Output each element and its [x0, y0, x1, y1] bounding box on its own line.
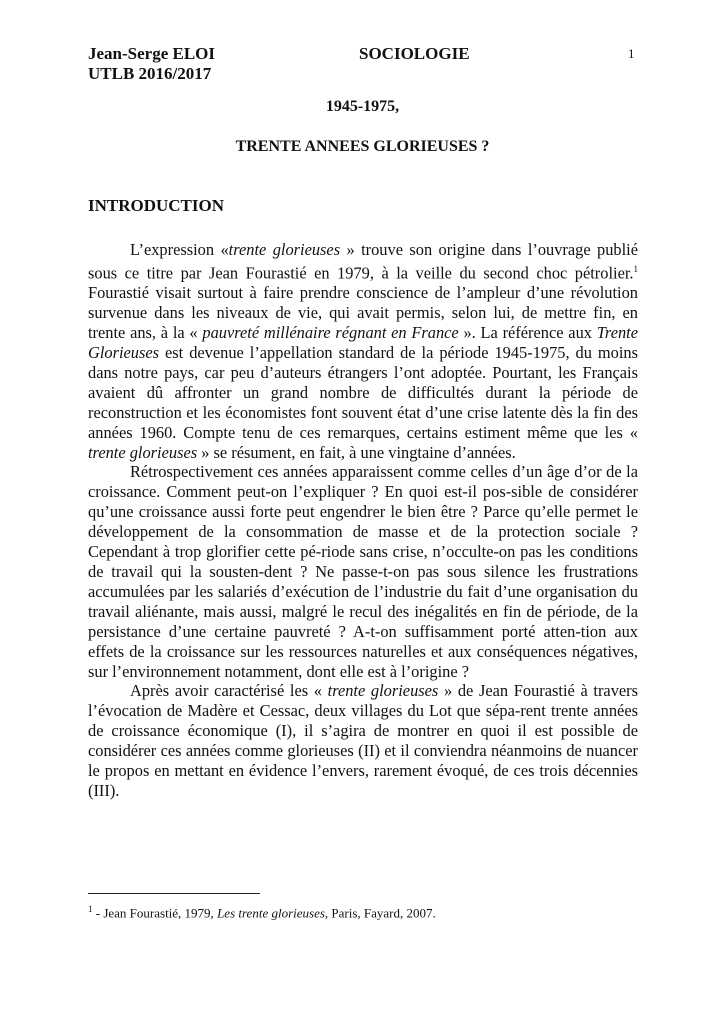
author-name: Jean-Serge ELOI — [88, 44, 216, 63]
italic-run: trente glorieuses — [228, 240, 341, 259]
institution-year: UTLB 2016/2017 — [88, 64, 212, 83]
paragraph-2: Rétrospectivement ces années apparaissent comme celles d’un âge d’or de la croissance. Comment peut-on l’expliquer ? En quoi est-il pos-sible de considérer qu’une croissance aussi forte peut engendrer le bien être ? Parce qu’elle permet le développement de la consommation de masse et de la protection sociale ? Cependant à trop glorifier cette pé-riode sans crise, n’occulte-on pas les conditions de travail qui la sousten-dent ? Ne passe-t-on pas sous silence les frustrations accumulées par les salariés d’exécution de l’industrie du fait d’une organisation du travail aliénante, mais aussi, malgré le recul des inégalités en fin de période, de la persistance d’une certaine pauvreté ? A-t-on suffisamment porté atten-tion aux effets de la croissance sur les ressources naturelles et aux conséquences négatives, sur l’environnement notamment, dont elle est à l’origine ? — [88, 462, 638, 681]
italic-run: Les trente glorieuses — [217, 905, 325, 921]
text-run: ». La référence aux — [458, 323, 597, 343]
italic-run: Trente Glorieuses — [88, 323, 638, 362]
paragraph-1 — [88, 240, 638, 462]
text-run: » trouve son origine dans l’ouvrage publié sous ce titre par Jean Fourastié en 1979, à la veille du second choc pétrolier. — [88, 240, 639, 283]
footnote — [88, 904, 436, 921]
footnote-divider — [88, 893, 260, 894]
text-run: Après avoir caractérisé les « — [130, 681, 328, 701]
text-run: est devenue l’appellation standard de la période 1945-1975, du moins dans notre pays, car peu d’auteurs étrangers l’ont adoptée. Pourtant, les Français avaient dû affronter un grand nombre de difficultés durant la période de reconstruction et les économistes font souvent état d’une crise latente dès la fin des années 1960. Compte tenu de ces remarques, certains estiment même que les « — [88, 343, 638, 442]
text-run: » de Jean Fourastié à travers l’évocation de Madère et Cessac, deux villages du Lot que sépa-rent trente années de croissance économique (I), il s’agira de montrer en quoi il est possible de considérer ces années comme glorieuses (II) et il conviendra néanmoins de nuancer le propos en mettant en évidence l’envers, rarement évoqué, de ces trois décennies (III). — [88, 681, 639, 800]
subject-label: SOCIOLOGIE — [359, 44, 470, 63]
page-number: 1 — [628, 46, 635, 61]
footnote-ref: 1 — [633, 263, 638, 274]
page-title: TRENTE ANNEES GLORIEUSES ? — [235, 138, 490, 155]
body-text — [88, 240, 638, 801]
section-heading: INTRODUCTION — [88, 196, 225, 215]
italic-run: trente glorieuses — [327, 681, 439, 701]
paragraph-3 — [88, 681, 638, 800]
text-run: L’expression « — [130, 240, 229, 259]
italic-run: pauvreté millénaire régnant en France — [202, 323, 459, 343]
title-years: 1945-1975, — [325, 98, 400, 115]
footnote-mark: 1 — [88, 904, 93, 914]
text-run: , Paris, Fayard, 2007. — [324, 905, 436, 921]
text-run: Fourastié visait surtout à faire prendre conscience de l’ampleur d’une révolution survenue dans les niveaux de vie, qui avait permis, selon lui, de mettre fin, en trente ans, à la « — [88, 283, 638, 343]
text-run: » se résument, en fait, à une vingtaine d’années. — [197, 442, 516, 462]
italic-run: trente glorieuses — [88, 442, 198, 462]
text-run: - Jean Fourastié, 1979, — [92, 905, 218, 921]
